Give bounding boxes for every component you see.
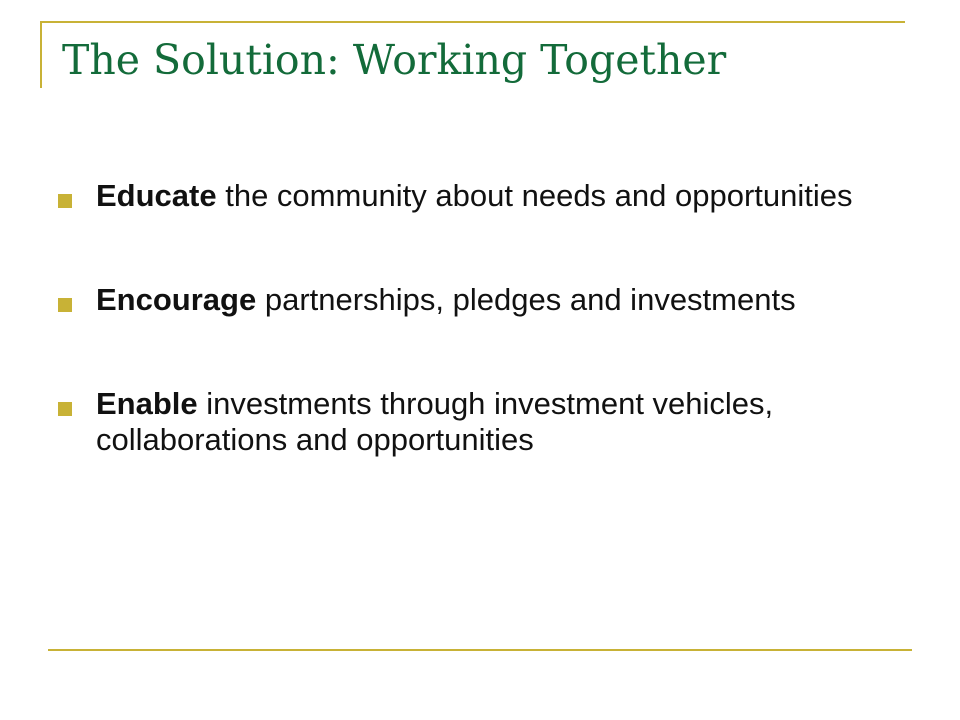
- top-divider: [41, 21, 905, 23]
- bottom-divider: [48, 649, 912, 651]
- bullet-lead: Enable: [96, 386, 198, 421]
- slide-title: The Solution: Working Together: [62, 36, 727, 84]
- bullet-item-enable: [58, 386, 918, 458]
- bullet-list: [58, 178, 918, 458]
- square-bullet-icon: [58, 194, 72, 208]
- bullet-lead: Educate: [96, 178, 217, 213]
- square-bullet-icon: [58, 298, 72, 312]
- bullet-text: the community about needs and opportunities: [216, 178, 853, 213]
- left-divider: [40, 21, 42, 88]
- bullet-text: partnerships, pledges and investments: [256, 282, 796, 317]
- bullet-lead: Encourage: [96, 282, 257, 317]
- bullet-text: investments through investment vehicles, collaborations and opportunities: [96, 386, 774, 457]
- bullet-item-encourage: [58, 282, 918, 318]
- bullet-item-educate: [58, 178, 918, 214]
- square-bullet-icon: [58, 402, 72, 416]
